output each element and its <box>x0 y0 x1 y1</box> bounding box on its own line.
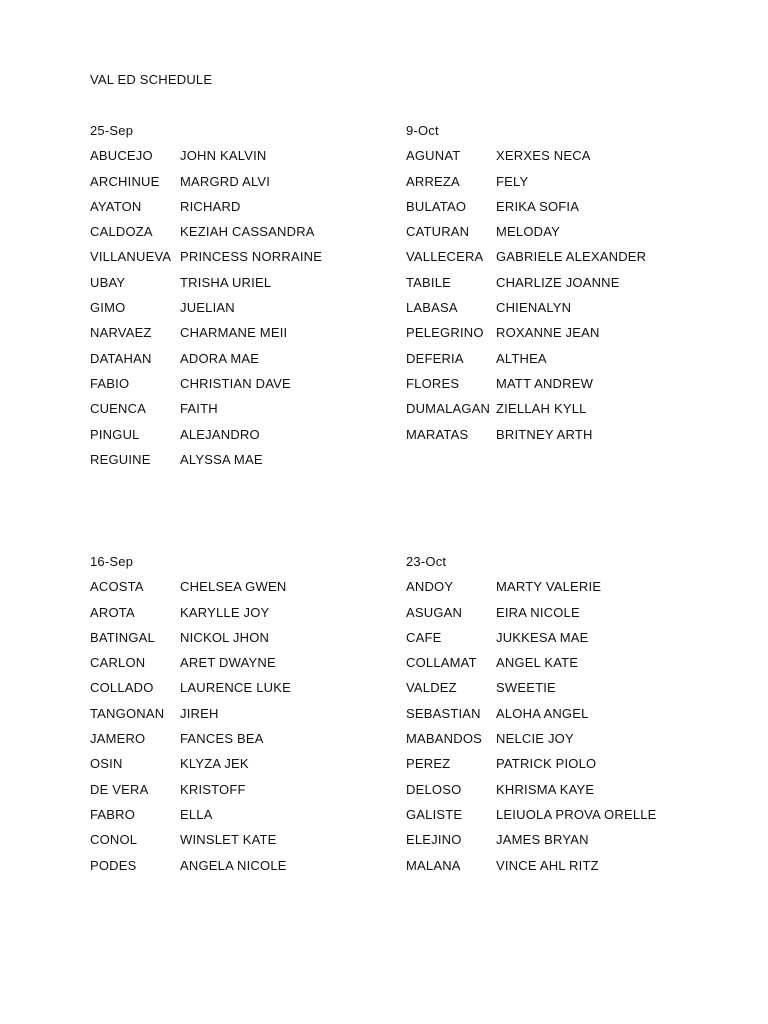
last-name: DUMALAGAN <box>406 401 491 417</box>
schedule-block-2 <box>406 122 706 451</box>
last-name: VILLANUEVA <box>90 249 172 265</box>
schedule-row <box>90 350 390 375</box>
first-name: RICHARD <box>180 198 241 214</box>
last-name: REGUINE <box>90 451 151 467</box>
schedule-row <box>90 730 390 755</box>
schedule-row <box>406 629 706 654</box>
first-name: MARTY VALERIE <box>496 579 602 595</box>
schedule-row <box>90 781 390 806</box>
schedule-row <box>90 147 390 172</box>
first-name: MELODAY <box>496 224 561 240</box>
schedule-row <box>90 755 390 780</box>
last-name: VALLECERA <box>406 249 484 265</box>
schedule-row <box>90 400 390 425</box>
schedule-date: 9-Oct <box>406 123 439 138</box>
first-name: WINSLET KATE <box>180 832 277 848</box>
first-name: EIRA NICOLE <box>496 604 580 620</box>
first-name: ARET DWAYNE <box>180 655 276 671</box>
last-name: GIMO <box>90 300 126 316</box>
last-name: TABILE <box>406 274 452 290</box>
first-name: PATRICK PIOLO <box>496 756 597 772</box>
last-name: PINGUL <box>90 426 140 442</box>
last-name: FLORES <box>406 375 460 391</box>
last-name: ABUCEJO <box>90 148 153 164</box>
last-name: OSIN <box>90 756 123 772</box>
last-name: CATURAN <box>406 224 470 240</box>
schedule-row <box>90 248 390 273</box>
first-name: CHARLIZE JOANNE <box>496 274 620 290</box>
schedule-row <box>406 806 706 831</box>
schedule-row <box>90 426 390 451</box>
schedule-row <box>406 604 706 629</box>
schedule-row <box>406 755 706 780</box>
last-name: VALDEZ <box>406 680 457 696</box>
schedule-row <box>90 857 390 882</box>
schedule-row <box>406 857 706 882</box>
last-name: MARATAS <box>406 426 469 442</box>
schedule-row <box>406 324 706 349</box>
last-name: TANGONAN <box>90 705 165 721</box>
last-name: JAMERO <box>90 731 146 747</box>
schedule-row <box>406 730 706 755</box>
first-name: JAMES BRYAN <box>496 832 589 848</box>
schedule-row <box>90 198 390 223</box>
last-name: BATINGAL <box>90 629 155 645</box>
first-name: LAURENCE LUKE <box>180 680 291 696</box>
last-name: ACOSTA <box>90 579 144 595</box>
schedule-block-4 <box>406 553 706 882</box>
last-name: CARLON <box>90 655 146 671</box>
last-name: CALDOZA <box>90 224 153 240</box>
schedule-rows <box>90 578 390 882</box>
first-name: MATT ANDREW <box>496 375 594 391</box>
schedule-row <box>406 400 706 425</box>
last-name: COLLAMAT <box>406 655 477 671</box>
schedule-row <box>90 299 390 324</box>
last-name: SEBASTIAN <box>406 705 481 721</box>
last-name: COLLADO <box>90 680 154 696</box>
last-name: AROTA <box>90 604 135 620</box>
last-name: DE VERA <box>90 781 149 797</box>
last-name: PELEGRINO <box>406 325 484 341</box>
schedule-row <box>90 705 390 730</box>
schedule-rows <box>406 578 706 882</box>
schedule-block-1 <box>90 122 390 476</box>
first-name: KARYLLE JOY <box>180 604 270 620</box>
document-title: VAL ED SCHEDULE <box>90 72 213 87</box>
schedule-rows <box>406 147 706 451</box>
schedule-row <box>90 831 390 856</box>
first-name: SWEETIE <box>496 680 556 696</box>
last-name: CUENCA <box>90 401 147 417</box>
first-name: XERXES NECA <box>496 148 591 164</box>
schedule-row <box>90 223 390 248</box>
last-name: CONOL <box>90 832 138 848</box>
last-name: MALANA <box>406 857 461 873</box>
first-name: ELLA <box>180 806 213 822</box>
last-name: LABASA <box>406 300 458 316</box>
last-name: ELEJINO <box>406 832 462 848</box>
last-name: FABIO <box>90 375 130 391</box>
first-name: JUELIAN <box>180 300 235 316</box>
first-name: FELY <box>496 173 529 189</box>
schedule-date: 23-Oct <box>406 554 447 569</box>
last-name: AGUNAT <box>406 148 461 164</box>
schedule-date: 16-Sep <box>90 554 134 569</box>
schedule-row <box>406 274 706 299</box>
last-name: GALISTE <box>406 806 463 822</box>
schedule-row <box>406 350 706 375</box>
first-name: CHARMANE MEII <box>180 325 288 341</box>
schedule-row <box>406 426 706 451</box>
schedule-row <box>406 198 706 223</box>
schedule-row <box>90 578 390 603</box>
last-name: CAFE <box>406 629 442 645</box>
first-name: JOHN KALVIN <box>180 148 267 164</box>
last-name: DELOSO <box>406 781 462 797</box>
schedule-row <box>406 248 706 273</box>
first-name: PRINCESS NORRAINE <box>180 249 323 265</box>
first-name: FAITH <box>180 401 218 417</box>
last-name: MABANDOS <box>406 731 483 747</box>
schedule-row <box>406 375 706 400</box>
first-name: JUKKESA MAE <box>496 629 589 645</box>
schedule-row <box>90 451 390 476</box>
schedule-date: 25-Sep <box>90 123 134 138</box>
schedule-row <box>406 831 706 856</box>
schedule-row <box>90 324 390 349</box>
first-name: CHELSEA GWEN <box>180 579 287 595</box>
schedule-row <box>406 173 706 198</box>
first-name: FANCES BEA <box>180 731 264 747</box>
first-name: ADORA MAE <box>180 350 260 366</box>
schedule-row <box>90 629 390 654</box>
first-name: KLYZA JEK <box>180 756 249 772</box>
first-name: NELCIE JOY <box>496 731 574 747</box>
last-name: NARVAEZ <box>90 325 152 341</box>
schedule-rows <box>90 147 390 476</box>
first-name: CHRISTIAN DAVE <box>180 375 291 391</box>
schedule-row <box>406 679 706 704</box>
first-name: KEZIAH CASSANDRA <box>180 224 315 240</box>
last-name: FABRO <box>90 806 136 822</box>
last-name: ARCHINUE <box>90 173 160 189</box>
first-name: NICKOL JHON <box>180 629 270 645</box>
last-name: DEFERIA <box>406 350 464 366</box>
last-name: BULATAO <box>406 198 467 214</box>
first-name: GABRIELE ALEXANDER <box>496 249 647 265</box>
last-name: PODES <box>90 857 137 873</box>
first-name: LEIUOLA PROVA ORELLE <box>496 806 657 822</box>
last-name: DATAHAN <box>90 350 152 366</box>
first-name: ANGEL KATE <box>496 655 579 671</box>
schedule-row <box>90 375 390 400</box>
first-name: ALEJANDRO <box>180 426 260 442</box>
first-name: JIREH <box>180 705 219 721</box>
first-name: CHIENALYN <box>496 300 572 316</box>
first-name: ANGELA NICOLE <box>180 857 287 873</box>
first-name: ERIKA SOFIA <box>496 198 580 214</box>
last-name: ASUGAN <box>406 604 463 620</box>
schedule-row <box>406 578 706 603</box>
first-name: ROXANNE JEAN <box>496 325 600 341</box>
last-name: UBAY <box>90 274 126 290</box>
first-name: KRISTOFF <box>180 781 246 797</box>
schedule-block-3 <box>90 553 390 882</box>
first-name: ALTHEA <box>496 350 547 366</box>
schedule-row <box>406 705 706 730</box>
schedule-row <box>90 654 390 679</box>
first-name: ALOHA ANGEL <box>496 705 589 721</box>
first-name: KHRISMA KAYE <box>496 781 595 797</box>
schedule-row <box>90 679 390 704</box>
first-name: ALYSSA MAE <box>180 451 263 467</box>
schedule-row <box>90 173 390 198</box>
first-name: BRITNEY ARTH <box>496 426 593 442</box>
last-name: PEREZ <box>406 756 451 772</box>
schedule-row <box>406 654 706 679</box>
schedule-row <box>90 274 390 299</box>
first-name: ZIELLAH KYLL <box>496 401 587 417</box>
schedule-row <box>406 223 706 248</box>
first-name: MARGRD ALVI <box>180 173 271 189</box>
schedule-row <box>406 147 706 172</box>
first-name: VINCE AHL RITZ <box>496 857 599 873</box>
schedule-row <box>90 806 390 831</box>
last-name: AYATON <box>90 198 142 214</box>
schedule-row <box>90 604 390 629</box>
schedule-row <box>406 299 706 324</box>
last-name: ARREZA <box>406 173 460 189</box>
first-name: TRISHA URIEL <box>180 274 272 290</box>
last-name: ANDOY <box>406 579 454 595</box>
schedule-row <box>406 781 706 806</box>
